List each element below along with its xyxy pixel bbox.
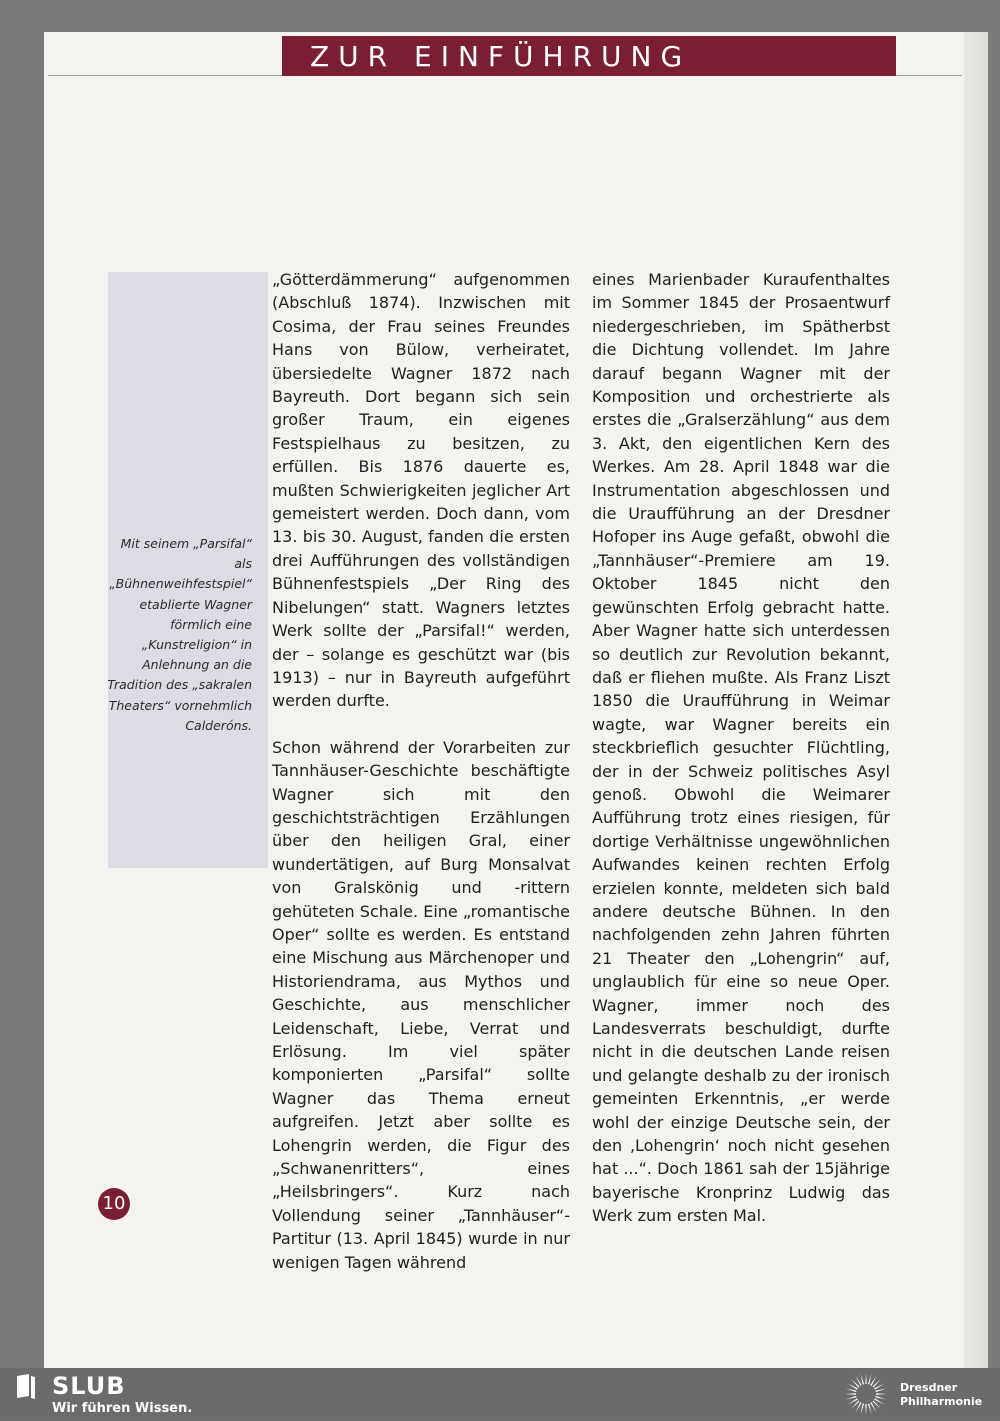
paragraph: Schon während der Vorarbeiten zur Tannhäuser-Geschichte beschäftigte Wagner sich mit den geschichtsträchtigen Erzählungen über den heiligen Gral, einer wundertätigen, auf Burg Monsalvat von Gralskönig und -rittern gehüteten Schale. Eine „romantische Oper“ sollte es werden. Es entstand eine Mischung aus Märchenoper und Historiendrama, aus Mythos und Geschichte, aus menschlicher Leidenschaft, Liebe, Verrat und Erlösung. Im viel später komponierten „Parsifal“ sollte Wagner das Thema erneut aufgreifen. Jetzt aber sollte es Lohengrin werden, die Figur des „Schwanenritters“, eines „Heilsbringers“. Kurz nach Vollendung seiner „Tannhäuser“-Partitur (13. April 1845) wurde in nur wenigen Tagen während [272, 737, 570, 1272]
header-rule-left [48, 75, 282, 76]
partner-line-1: Dresdner [900, 1381, 958, 1394]
book-icon [14, 1373, 38, 1401]
sunburst-logo-icon[interactable] [842, 1371, 890, 1417]
slub-logo-text[interactable]: SLUB [52, 1372, 126, 1400]
header-rule-right [896, 75, 962, 76]
page-spine [964, 32, 988, 1368]
partner-logo-text[interactable] [900, 1381, 996, 1411]
sidebar-caption: Mit seinem „Parsifal“ als „Bühnenweihfestspiel“ etablierte Wagner förmlich eine „Kunstreligion“ in Anlehnung an die Tradition des „sakralen Theaters“ vornehmlich Calderóns. [107, 536, 252, 733]
text-column-right [592, 268, 890, 1264]
section-title: ZUR EINFÜHRUNG [310, 40, 692, 73]
slub-tagline: Wir führen Wissen. [52, 1401, 193, 1416]
partner-line-2: Philharmonie [900, 1395, 983, 1408]
paragraph: eines Marienbader Kuraufenthaltes im Sommer 1845 der Prosaentwurf niedergeschrieben, im Spätherbst die Dichtung vollendet. Im Jahre darauf begann Wagner mit der Komposition und orchestrierte als erstes die „Gralserzählung“ aus dem 3. Akt, den eigentlichen Kern des Werkes. Am 28. April 1848 war die Instrumentation abgeschlossen und die Uraufführung an der Dresdner Hofoper ins Auge gefaßt, obwohl die „Tannhäuser“-Premiere am 19. Oktober 1845 nicht den gewünschten Erfolg gebracht hatte. Aber Wagner hatte sich unterdessen so deutlich zur Revolution bekannt, daß er fliehen mußte. Als Franz Liszt 1850 die Uraufführung in Weimar wagte, war Wagner bereits ein steckbrieflich gesuchter Flüchtling, der in der Schweiz politisches Asyl genoß. Obwohl die Weimarer Aufführung trotz eines riesigen, für dortige Verhältnisse ungewöhnlichen Aufwandes keinen rechten Erfolg erzielen konnte, meldeten sich bald andere deutsche Bühnen. In den nachfolgenden zehn Jahren führten 21 Theater den „Lohengrin“ auf, unglaublich für eine so neue Oper. Wagner, immer noch des Landesverrats beschuldigt, durfte nicht in die deutschen Lande reisen und gelangte deshalb zu der ironisch gemeinten Erkenntnis, „er werde wohl der einzige Deutsche sein, der den ‚Lohengrin‘ noch nicht gesehen hat ...“. Doch 1861 sah der 15jährige bayerische Kronprinz Ludwig das Werk zum ersten Mal. [592, 270, 890, 1226]
text-column-left [272, 268, 570, 1272]
page-number: 10 [98, 1188, 130, 1220]
paragraph: „Götterdämmerung“ aufgenommen (Abschluß 1874). Inzwischen mit Cosima, der Frau seines Freundes Hans von Bülow, verheiratet, übersiedelte Wagner 1872 nach Bayreuth. Dort begann sich sein großer Traum, ein eigenes Festspielhaus zu besitzen, zu erfüllen. Bis 1876 dauerte es, mußten Schwierigkeiten jeglicher Art gemeistert werden. Doch dann, vom 13. bis 30. August, fanden die ersten drei Aufführungen des vollständigen Bühnenfestspiels „Der Ring des Nibelungen“ statt. Wagners letztes Werk sollte der „Parsifal!“ werden, der – solange es geschützt war (bis 1913) – nur in Bayreuth aufgeführt werden durfte. [272, 270, 570, 711]
